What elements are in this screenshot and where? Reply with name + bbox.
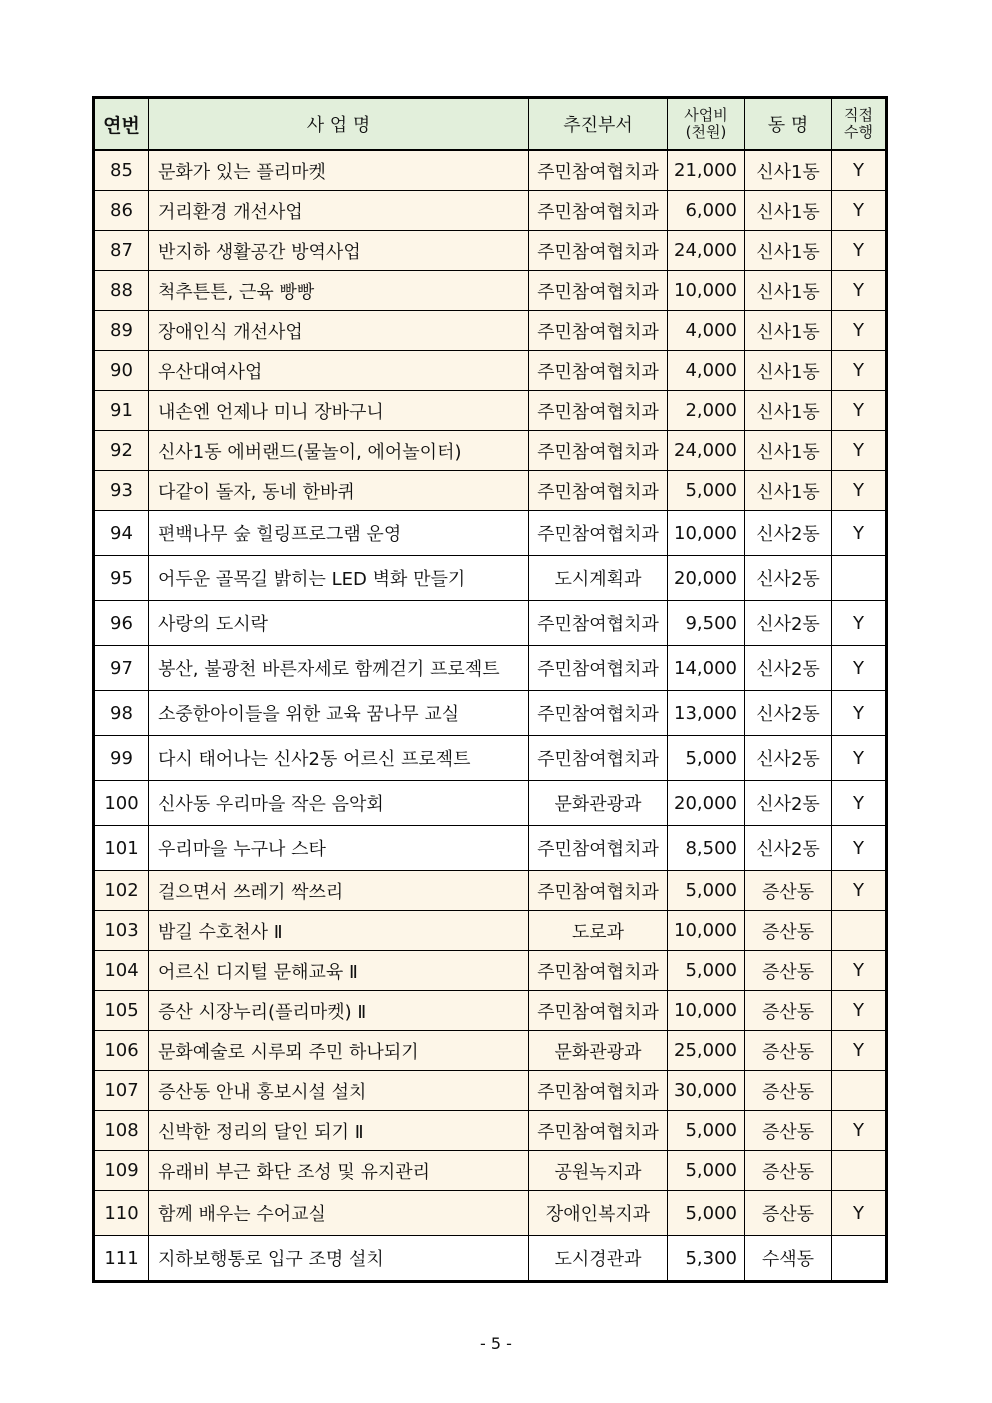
- cell-dong: 신사2동: [745, 691, 832, 736]
- cell-cost: 5,000: [668, 1111, 745, 1151]
- table-row: [94, 601, 887, 646]
- cell-no: 104: [94, 951, 149, 991]
- cell-name: 문화예술로 시루뫼 주민 하나되기: [149, 1031, 529, 1071]
- cell-no: 87: [94, 231, 149, 271]
- cell-direct: Y: [832, 391, 887, 431]
- cell-dept: 주민참여협치과: [529, 736, 668, 781]
- cell-name: 문화가 있는 플리마켓: [149, 150, 529, 191]
- cell-cost: 30,000: [668, 1071, 745, 1111]
- table-row: [94, 1236, 887, 1282]
- header-direct-line2: 수행: [844, 123, 873, 141]
- cell-direct: Y: [832, 191, 887, 231]
- cell-no: 96: [94, 601, 149, 646]
- cell-name: 지하보행통로 입구 조명 설치: [149, 1236, 529, 1282]
- cell-cost: 20,000: [668, 781, 745, 826]
- cell-dept: 주민참여협치과: [529, 351, 668, 391]
- cell-no: 97: [94, 646, 149, 691]
- cell-dept: 주민참여협치과: [529, 951, 668, 991]
- cell-dong: 증산동: [745, 1151, 832, 1191]
- cell-name: 함께 배우는 수어교실: [149, 1191, 529, 1236]
- cell-cost: 2,000: [668, 391, 745, 431]
- cell-dong: 증산동: [745, 1191, 832, 1236]
- page-number: - 5 -: [480, 1334, 512, 1353]
- table-header: [94, 98, 887, 151]
- cell-dong: 증산동: [745, 911, 832, 951]
- cell-dept: 주민참여협치과: [529, 871, 668, 911]
- header-cost-line2: (천원): [685, 123, 727, 141]
- cell-name: 유래비 부근 화단 조성 및 유지관리: [149, 1151, 529, 1191]
- table-row: [94, 1031, 887, 1071]
- cell-cost: 20,000: [668, 556, 745, 601]
- cell-dept: 주민참여협치과: [529, 826, 668, 871]
- cell-no: 85: [94, 150, 149, 191]
- cell-cost: 21,000: [668, 150, 745, 191]
- cell-dong: 신사1동: [745, 231, 832, 271]
- cell-dept: 주민참여협치과: [529, 691, 668, 736]
- cell-no: 89: [94, 311, 149, 351]
- cell-dept: 주민참여협치과: [529, 601, 668, 646]
- cell-name: 증산동 안내 홍보시설 설치: [149, 1071, 529, 1111]
- cell-direct: Y: [832, 1111, 887, 1151]
- cell-direct: Y: [832, 646, 887, 691]
- table-row: [94, 646, 887, 691]
- cell-dong: 수색동: [745, 1236, 832, 1282]
- cell-no: 107: [94, 1071, 149, 1111]
- cell-dept: 주민참여협치과: [529, 191, 668, 231]
- cell-dept: 주민참여협치과: [529, 991, 668, 1031]
- header-dept: 추진부서: [529, 98, 668, 151]
- cell-no: 94: [94, 511, 149, 556]
- project-table: [92, 96, 888, 1283]
- cell-direct: Y: [832, 231, 887, 271]
- header-name: 사 업 명: [149, 98, 529, 151]
- cell-name: 신박한 정리의 달인 되기 Ⅱ: [149, 1111, 529, 1151]
- cell-cost: 10,000: [668, 911, 745, 951]
- cell-no: 108: [94, 1111, 149, 1151]
- cell-no: 110: [94, 1191, 149, 1236]
- cell-name: 반지하 생활공간 방역사업: [149, 231, 529, 271]
- cell-dong: 신사1동: [745, 311, 832, 351]
- table-row: [94, 511, 887, 556]
- header-cost-line1: 사업비: [684, 106, 728, 124]
- cell-dept: 주민참여협치과: [529, 1111, 668, 1151]
- cell-name: 척추튼튼, 근육 빵빵: [149, 271, 529, 311]
- cell-direct: Y: [832, 271, 887, 311]
- table-row: [94, 911, 887, 951]
- cell-no: 86: [94, 191, 149, 231]
- cell-direct: Y: [832, 601, 887, 646]
- cell-dong: 신사2동: [745, 781, 832, 826]
- cell-direct: [832, 556, 887, 601]
- cell-dong: 신사2동: [745, 736, 832, 781]
- cell-dept: 주민참여협치과: [529, 471, 668, 511]
- cell-direct: [832, 911, 887, 951]
- table-row: [94, 826, 887, 871]
- table-row: [94, 191, 887, 231]
- cell-dong: 증산동: [745, 951, 832, 991]
- cell-dept: 장애인복지과: [529, 1191, 668, 1236]
- cell-cost: 5,000: [668, 1151, 745, 1191]
- cell-cost: 8,500: [668, 826, 745, 871]
- cell-dept: 주민참여협치과: [529, 1071, 668, 1111]
- header-no: 연번: [94, 98, 149, 151]
- cell-direct: Y: [832, 826, 887, 871]
- cell-direct: Y: [832, 431, 887, 471]
- cell-direct: Y: [832, 351, 887, 391]
- table-row: [94, 1191, 887, 1236]
- cell-direct: Y: [832, 991, 887, 1031]
- cell-dong: 신사1동: [745, 271, 832, 311]
- cell-dong: 신사1동: [745, 391, 832, 431]
- cell-dept: 주민참여협치과: [529, 431, 668, 471]
- cell-dong: 신사1동: [745, 191, 832, 231]
- cell-no: 88: [94, 271, 149, 311]
- cell-name: 편백나무 숲 힐링프로그램 운영: [149, 511, 529, 556]
- cell-direct: [832, 1071, 887, 1111]
- header-direct: [832, 98, 887, 151]
- table-row: [94, 471, 887, 511]
- cell-name: 다시 태어나는 신사2동 어르신 프로젝트: [149, 736, 529, 781]
- cell-dept: 문화관광과: [529, 1031, 668, 1071]
- cell-name: 내손엔 언제나 미니 장바구니: [149, 391, 529, 431]
- cell-direct: Y: [832, 1191, 887, 1236]
- cell-dept: 도로과: [529, 911, 668, 951]
- cell-name: 신사동 우리마을 작은 음악회: [149, 781, 529, 826]
- cell-dept: 도시경관과: [529, 1236, 668, 1282]
- cell-cost: 24,000: [668, 231, 745, 271]
- cell-direct: Y: [832, 951, 887, 991]
- cell-cost: 10,000: [668, 271, 745, 311]
- table-row: [94, 431, 887, 471]
- cell-name: 어두운 골목길 밝히는 LED 벽화 만들기: [149, 556, 529, 601]
- cell-no: 106: [94, 1031, 149, 1071]
- table-row: [94, 951, 887, 991]
- cell-cost: 10,000: [668, 511, 745, 556]
- cell-dong: 증산동: [745, 1071, 832, 1111]
- cell-no: 103: [94, 911, 149, 951]
- cell-cost: 4,000: [668, 351, 745, 391]
- cell-dept: 문화관광과: [529, 781, 668, 826]
- cell-dept: 주민참여협치과: [529, 511, 668, 556]
- cell-cost: 5,000: [668, 951, 745, 991]
- cell-name: 다같이 돌자, 동네 한바퀴: [149, 471, 529, 511]
- header-cost: [668, 98, 745, 151]
- table-row: [94, 150, 887, 191]
- cell-no: 111: [94, 1236, 149, 1282]
- cell-dong: 증산동: [745, 1111, 832, 1151]
- cell-dong: 신사2동: [745, 646, 832, 691]
- table-row: [94, 271, 887, 311]
- cell-cost: 14,000: [668, 646, 745, 691]
- table-row: [94, 1151, 887, 1191]
- table-row: [94, 311, 887, 351]
- table-row: [94, 1071, 887, 1111]
- cell-dong: 증산동: [745, 871, 832, 911]
- cell-dong: 신사1동: [745, 471, 832, 511]
- cell-name: 봉산, 불광천 바른자세로 함께걷기 프로젝트: [149, 646, 529, 691]
- cell-dong: 신사2동: [745, 601, 832, 646]
- cell-dept: 주민참여협치과: [529, 391, 668, 431]
- cell-no: 98: [94, 691, 149, 736]
- cell-direct: Y: [832, 311, 887, 351]
- cell-direct: Y: [832, 150, 887, 191]
- cell-dong: 신사1동: [745, 150, 832, 191]
- table-body: [94, 150, 887, 1282]
- cell-direct: Y: [832, 471, 887, 511]
- cell-dong: 신사1동: [745, 351, 832, 391]
- table-row: [94, 556, 887, 601]
- cell-no: 91: [94, 391, 149, 431]
- cell-cost: 25,000: [668, 1031, 745, 1071]
- cell-name: 밤길 수호천사 Ⅱ: [149, 911, 529, 951]
- table-row: [94, 231, 887, 271]
- cell-dong: 신사2동: [745, 556, 832, 601]
- table-row: [94, 391, 887, 431]
- cell-dong: 신사2동: [745, 826, 832, 871]
- cell-name: 사랑의 도시락: [149, 601, 529, 646]
- cell-no: 99: [94, 736, 149, 781]
- cell-dong: 증산동: [745, 1031, 832, 1071]
- cell-direct: Y: [832, 781, 887, 826]
- cell-direct: Y: [832, 511, 887, 556]
- cell-cost: 5,000: [668, 871, 745, 911]
- cell-dept: 주민참여협치과: [529, 311, 668, 351]
- cell-dept: 도시계획과: [529, 556, 668, 601]
- cell-cost: 6,000: [668, 191, 745, 231]
- cell-name: 거리환경 개선사업: [149, 191, 529, 231]
- cell-direct: [832, 1236, 887, 1282]
- cell-no: 95: [94, 556, 149, 601]
- table-row: [94, 736, 887, 781]
- cell-name: 소중한아이들을 위한 교육 꿈나무 교실: [149, 691, 529, 736]
- table-row: [94, 691, 887, 736]
- cell-name: 어르신 디지털 문해교육 Ⅱ: [149, 951, 529, 991]
- cell-no: 90: [94, 351, 149, 391]
- cell-direct: Y: [832, 691, 887, 736]
- cell-direct: Y: [832, 871, 887, 911]
- cell-cost: 5,000: [668, 471, 745, 511]
- cell-dept: 주민참여협치과: [529, 271, 668, 311]
- cell-name: 신사1동 에버랜드(물놀이, 에어놀이터): [149, 431, 529, 471]
- cell-no: 102: [94, 871, 149, 911]
- cell-no: 101: [94, 826, 149, 871]
- cell-name: 증산 시장누리(플리마켓) Ⅱ: [149, 991, 529, 1031]
- table-row: [94, 991, 887, 1031]
- cell-cost: 13,000: [668, 691, 745, 736]
- cell-cost: 24,000: [668, 431, 745, 471]
- table-row: [94, 1111, 887, 1151]
- cell-dong: 증산동: [745, 991, 832, 1031]
- cell-dong: 신사2동: [745, 511, 832, 556]
- table-row: [94, 781, 887, 826]
- cell-no: 93: [94, 471, 149, 511]
- cell-name: 장애인식 개선사업: [149, 311, 529, 351]
- header-direct-line1: 직접: [844, 106, 873, 124]
- cell-direct: Y: [832, 736, 887, 781]
- cell-dong: 신사1동: [745, 431, 832, 471]
- table-row: [94, 351, 887, 391]
- cell-name: 걸으면서 쓰레기 싹쓰리: [149, 871, 529, 911]
- cell-cost: 10,000: [668, 991, 745, 1031]
- cell-no: 100: [94, 781, 149, 826]
- cell-direct: [832, 1151, 887, 1191]
- cell-name: 우리마을 누구나 스타: [149, 826, 529, 871]
- cell-cost: 5,300: [668, 1236, 745, 1282]
- cell-name: 우산대여사업: [149, 351, 529, 391]
- table-row: [94, 871, 887, 911]
- cell-dept: 주민참여협치과: [529, 150, 668, 191]
- header-dong: 동 명: [745, 98, 832, 151]
- cell-no: 92: [94, 431, 149, 471]
- cell-cost: 9,500: [668, 601, 745, 646]
- cell-dept: 주민참여협치과: [529, 646, 668, 691]
- cell-direct: Y: [832, 1031, 887, 1071]
- cell-cost: 5,000: [668, 1191, 745, 1236]
- cell-no: 109: [94, 1151, 149, 1191]
- cell-dept: 공원녹지과: [529, 1151, 668, 1191]
- cell-cost: 5,000: [668, 736, 745, 781]
- cell-dept: 주민참여협치과: [529, 231, 668, 271]
- cell-no: 105: [94, 991, 149, 1031]
- cell-cost: 4,000: [668, 311, 745, 351]
